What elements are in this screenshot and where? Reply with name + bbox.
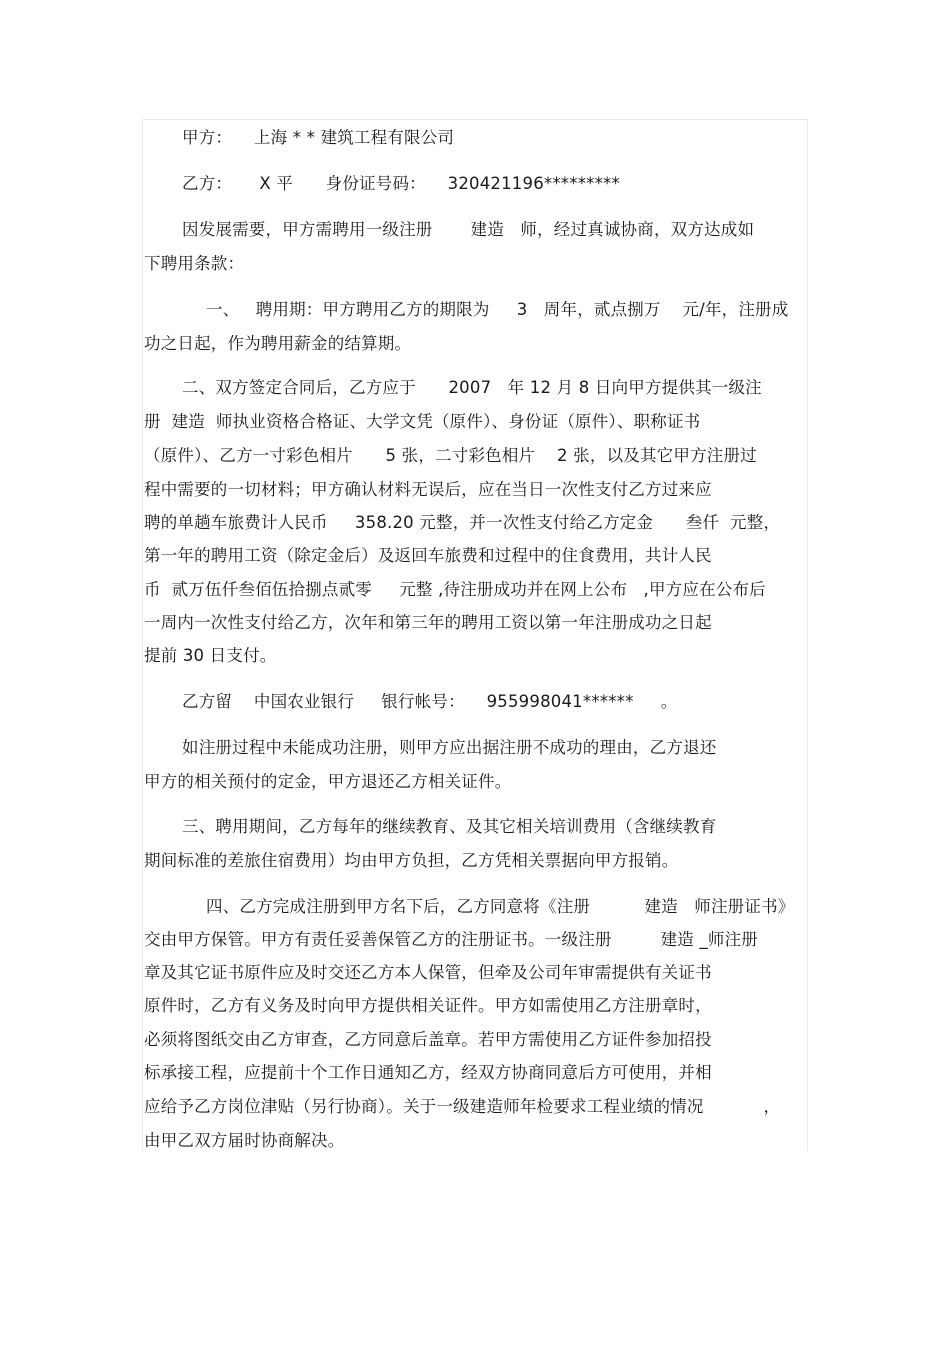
clause-4-line: 四、乙方完成注册到甲方名下后，乙方同意将《注册 建造 师注册证书》	[206, 897, 795, 916]
clause-1-line: 功之日起，作为聘用薪金的结算期。	[144, 334, 412, 353]
clause-2-line: （原件）、乙方一寸彩色相片 5 张，二寸彩色相片 2 张，以及其它甲方注册过	[144, 446, 757, 465]
clause-4-line: 交由甲方保管。甲方有责任妥善保管乙方的注册证书。一级注册 建造 _师注册	[144, 930, 758, 949]
clause-4-line: 由甲乙双方届时协商解决。	[144, 1131, 345, 1150]
clause-2-line: 一周内一次性支付给乙方，次年和第三年的聘用工资以第一年注册成功之日起	[144, 613, 712, 632]
clause-2-line: 册 建造 师执业资格合格证、大学文凭（原件）、身份证（原件）、职称证书	[144, 412, 701, 431]
page-frame-left	[142, 119, 143, 1151]
refund-line: 如注册过程中未能成功注册，则甲方应出据注册不成功的理由，乙方退还	[182, 738, 717, 757]
clause-3-line: 期间标准的差旅住宿费用）均由甲方负担，乙方凭相关票据向甲方报销。	[144, 851, 679, 870]
clause-2-line: 币 贰万伍仟叁佰伍拾捌点贰零 元整 ,待注册成功并在网上公布 ,甲方应在公布后	[144, 580, 766, 599]
bank-account-line: 乙方留 中国农业银行 银行帐号： 955998041****** 。	[182, 692, 678, 711]
refund-line: 甲方的相关预付的定金，甲方退还乙方相关证件。	[144, 772, 512, 791]
intro-line: 下聘用条款：	[144, 254, 245, 273]
clause-2-line: 程中需要的一切材料；甲方确认材料无误后，应在当日一次性支付乙方过来应	[144, 480, 712, 499]
page-frame-right	[807, 119, 808, 1151]
clause-2-line: 聘的单趟车旅费计人民币 358.20 元整，并一次性支付给乙方定金 叁仟 元整，	[144, 513, 781, 532]
clause-2-line: 提前 30 日支付。	[144, 646, 277, 665]
clause-1-line: 一、 聘用期：甲方聘用乙方的期限为 3 周年，贰点捌万 元/年，注册成	[206, 300, 789, 319]
clause-4-line: 原件时，乙方有义务及时向甲方提供相关证件。甲方如需使用乙方注册章时，	[144, 996, 712, 1015]
clause-2-line: 第一年的聘用工资（除定金后）及返回车旅费和过程中的住食费用，共计人民	[144, 546, 712, 565]
intro-line: 因发展需要，甲方需聘用一级注册 建造 师，经过真诚协商，双方达成如	[182, 220, 755, 239]
page-frame-top	[142, 119, 808, 120]
clause-4-line: 章及其它证书原件应及时交还乙方本人保管，但牵及公司年审需提供有关证书	[144, 963, 712, 982]
party-a-line: 甲方： 上海 * * 建筑工程有限公司	[182, 128, 455, 147]
clause-4-line: 应给予乙方岗位津贴（另行协商）。关于一级建造师年检要求工程业绩的情况 ，	[144, 1097, 781, 1116]
clause-4-line: 标承接工程，应提前十个工作日通知乙方，经双方协商同意后方可使用，并相	[144, 1063, 712, 1082]
clause-3-line: 三、聘用期间，乙方每年的继续教育、及其它相关培训费用（含继续教育	[182, 817, 717, 836]
clause-4-line: 必须将图纸交由乙方审查，乙方同意后盖章。若甲方需使用乙方证件参加招投	[144, 1030, 712, 1049]
party-b-line: 乙方： X 平 身份证号码： 320421196*********	[182, 174, 620, 193]
clause-2-line: 二、双方签定合同后，乙方应于 2007 年 12 月 8 日向甲方提供其一级注	[182, 378, 762, 397]
